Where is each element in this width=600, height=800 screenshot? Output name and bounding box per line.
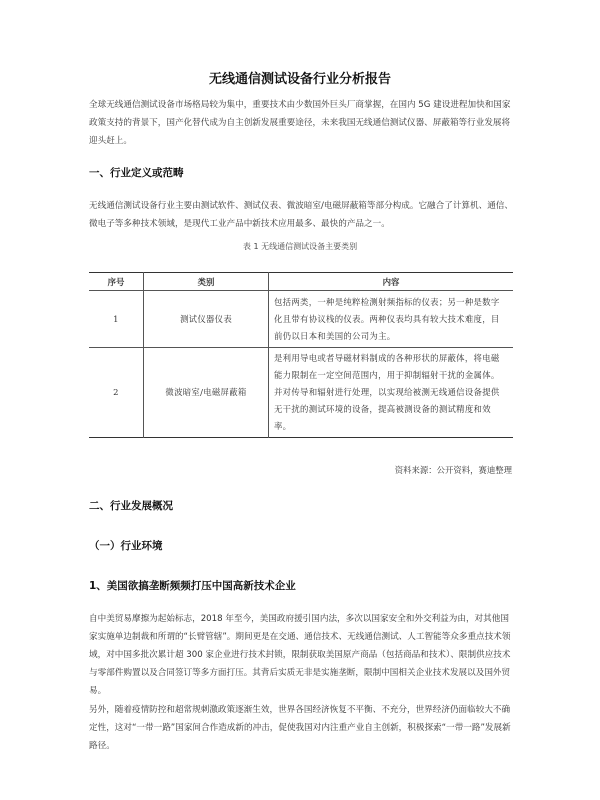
row1-content: 包括两类，一种是纯粹检测射频指标的仪表；另一种是数字化且带有协议栈的仪表。两种仪表均具有较大技术难度，目前仍以日本和美国的公司为主。 [269, 291, 514, 348]
section2-para2: 另外，随着疫情防控和超常规刺激政策逐渐生效，世界各国经济恢复不平衡、不充分，世界经济仍面临较大不确定性，这对“一带一路”国家间合作造成新的冲击，促使我国对内注重产业自主创新，积极探索“一带一路”发展新路径。 [89, 705, 511, 751]
point1-heading: 1、美国欲搞垄断频频打压中国高新技术企业 [89, 580, 296, 592]
header-category: 类别 [144, 273, 269, 291]
row1-no: 1 [89, 291, 144, 348]
header-content: 内容 [269, 273, 514, 291]
row2-content: 是利用导电或者导磁材料制成的各种形状的屏蔽体，将电磁能力限制在一定空间范围内，用于抑制辐射干扰的金属体。并对传导和辐射进行处理，以实现给被测无线通信设备提供无干扰的测试环境的设备，提高被测设备的测试精度和效率。 [269, 348, 514, 438]
section2-para1: 自中美贸易摩擦为起始标志，2018 年至今，美国政府援引国内法，多次以国家安全和外交利益为由，对其他国家实施单边制裁和所谓的“长臂管辖”。期间更是在交通、通信技术、无线通信测试、人工智能等众多重点技术领域，对中国多批次累计超 300 家企业进行技术封锁，限制获取美国原产商品（包括商品和技术）、限制供应技术与零部件购置以及合同签订等多方面打压。其背后实质无非是实施垄断，限制中国相关企业技术发展以及国外贸易。 [89, 614, 511, 696]
section1-heading: 一、行业定义或范畴 [89, 167, 184, 179]
section2-subheading: （一）行业环境 [89, 540, 163, 552]
section2-heading: 二、行业发展概况 [89, 500, 173, 512]
table-header-row [89, 273, 513, 291]
table-row [89, 291, 513, 348]
section1-body: 无线通信测试设备行业主要由测试软件、测试仪表、微波暗室/电磁屏蔽箱等部分构成。它融合了计算机、通信、微电子等多种技术领域，是现代工业产品中新技术应用最多、最快的产品之一。 [89, 201, 513, 229]
header-no: 序号 [89, 273, 144, 291]
table-row [89, 348, 513, 438]
row2-no: 2 [89, 348, 144, 438]
row2-category: 微波暗室/电磁屏蔽箱 [144, 348, 269, 438]
page-title: 无线通信测试设备行业分析报告 [208, 72, 391, 87]
table-caption: 表 1 无线通信测试设备主要类别 [242, 242, 358, 251]
intro-paragraph: 全球无线通信测试设备市场格局较为集中，重要技术由少数国外巨头厂商掌握，在国内 5G 建设进程加快和国家政策支持的背景下，国产化替代成为自主创新发展重要途径，未来我国无线通信测试仪器、屏蔽箱等行业发展将迎头赶上。 [89, 100, 511, 146]
row1-category: 测试仪器仪表 [144, 291, 269, 348]
source-note: 资料来源：公开资料，赛迪整理 [394, 465, 512, 475]
category-table [89, 272, 513, 438]
